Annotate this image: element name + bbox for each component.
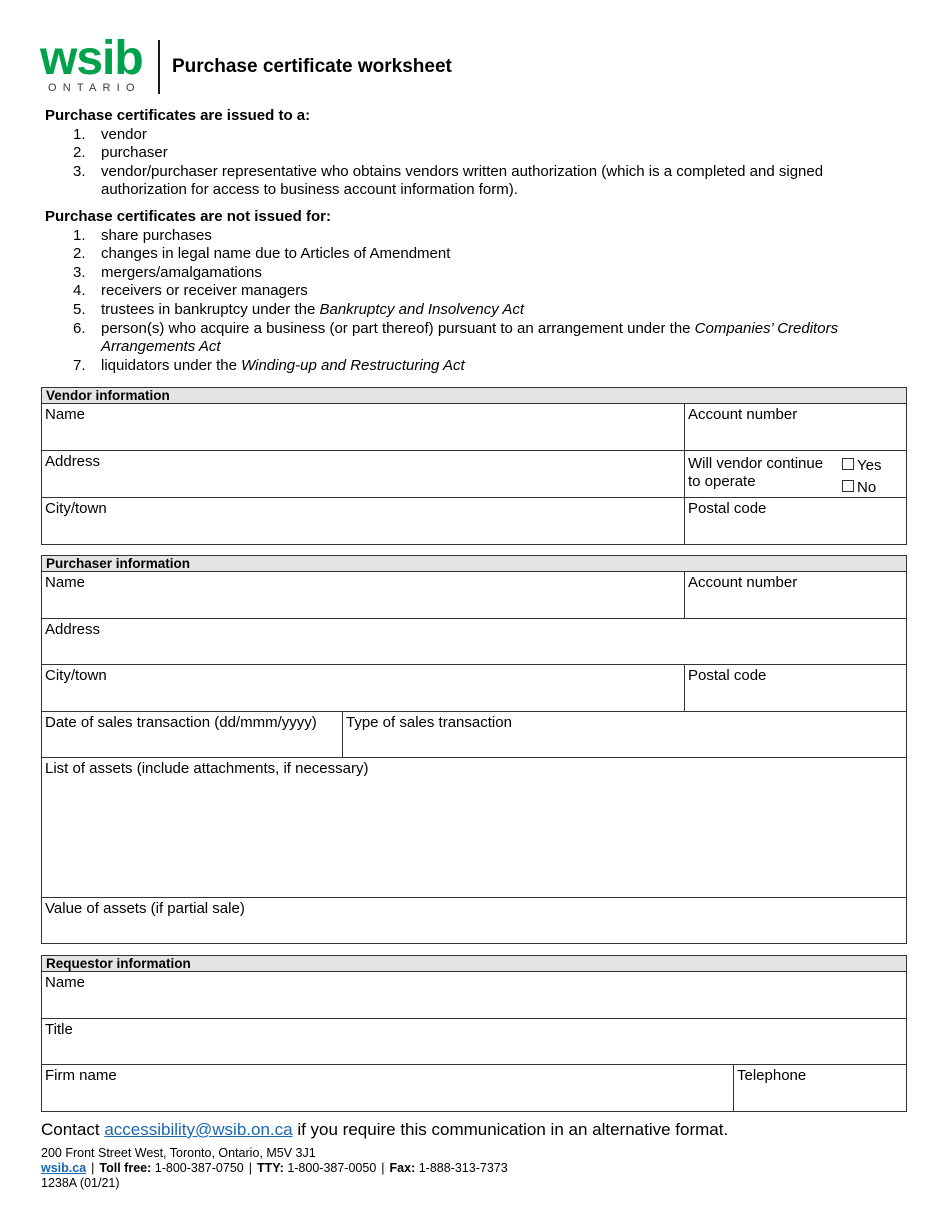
telephone-field[interactable]	[733, 1065, 906, 1111]
assets-list-field[interactable]	[42, 758, 906, 897]
vendor-postal-label: Postal code	[688, 500, 767, 517]
purchaser-city-field[interactable]	[42, 665, 684, 711]
no-label: No	[857, 479, 877, 496]
vendor-continue-label-line2: to operate	[688, 473, 756, 490]
purchaser-info-table	[41, 555, 907, 944]
not-issued-section	[45, 208, 891, 375]
vendor-name-label: Name	[45, 406, 86, 423]
vendor-continue-label-line1: Will vendor continue	[688, 455, 824, 472]
vendor-info-heading: Vendor information	[42, 388, 906, 404]
assets-list-label: List of assets (include attachments, if necessary)	[45, 760, 369, 777]
vendor-account-label: Account number	[688, 406, 798, 423]
vendor-postal-field[interactable]	[684, 498, 906, 544]
issued-to-section	[45, 107, 891, 200]
separator: |	[381, 1161, 385, 1175]
purchaser-account-field[interactable]	[684, 572, 906, 618]
requestor-row-title	[42, 1019, 906, 1065]
yes-label: Yes	[857, 457, 882, 474]
purchaser-city-label: City/town	[45, 667, 107, 684]
list-item	[45, 163, 891, 200]
list-number: 6.	[73, 319, 86, 337]
requestor-title-field[interactable]	[42, 1019, 906, 1064]
not-issued-heading: Purchase certificates are not issued for:	[45, 208, 331, 225]
list-text: liquidators under the	[101, 356, 242, 374]
purchaser-postal-label: Postal code	[688, 667, 767, 684]
purchaser-account-label: Account number	[688, 574, 798, 591]
firm-name-label: Firm name	[45, 1067, 117, 1084]
vendor-row-city	[42, 498, 906, 544]
list-number: 5.	[73, 300, 86, 318]
contact-suffix: if you require this communication in an alternative format.	[292, 1120, 729, 1139]
page-header	[40, 32, 640, 96]
purchaser-info-heading: Purchaser information	[42, 556, 906, 572]
separator: |	[248, 1161, 252, 1175]
requestor-info-heading: Requestor information	[42, 956, 906, 972]
vendor-address-field[interactable]	[42, 451, 684, 497]
list-text: changes in legal name due to Articles of Amendment	[101, 245, 451, 263]
list-number: 1.	[73, 226, 86, 244]
logo-subtext: ONTARIO	[48, 82, 141, 94]
purchaser-postal-field[interactable]	[684, 665, 906, 711]
list-text: receivers or receiver managers	[101, 282, 308, 300]
yes-checkbox[interactable]	[842, 458, 854, 470]
list-text: mergers/amalgamations	[101, 263, 262, 281]
firm-name-field[interactable]	[42, 1065, 733, 1111]
list-item	[45, 227, 891, 246]
list-item	[45, 264, 891, 283]
vendor-city-label: City/town	[45, 500, 107, 517]
not-issued-list	[45, 227, 891, 376]
tty-label: TTY:	[256, 1161, 284, 1175]
tty-number: 1-800-387-0050	[287, 1161, 377, 1175]
list-text: vendor/purchaser representative who obtains vendors written authorization (which is a completed and signed authorization for access to business account information form).	[101, 162, 824, 199]
list-item	[45, 282, 891, 301]
purchaser-name-field[interactable]	[42, 572, 684, 618]
vendor-city-field[interactable]	[42, 498, 684, 544]
no-checkbox[interactable]	[842, 480, 854, 492]
vendor-account-field[interactable]	[684, 404, 906, 450]
fax-label: Fax:	[389, 1161, 416, 1175]
vendor-name-field[interactable]	[42, 404, 684, 450]
transaction-type-label: Type of sales transaction	[346, 714, 512, 731]
list-number: 1.	[73, 125, 86, 143]
transaction-date-label: Date of sales transaction (dd/mmm/yyyy)	[45, 714, 317, 731]
assets-value-field[interactable]	[42, 898, 906, 943]
vendor-continue-cell	[684, 451, 906, 497]
no-option[interactable]	[842, 477, 881, 499]
logo-wordmark: wsib	[40, 32, 143, 85]
list-text: trustees in bankruptcy under the	[101, 300, 320, 318]
contact-prefix: Contact	[41, 1120, 105, 1139]
telephone-label: Telephone	[737, 1067, 807, 1084]
list-text: share purchases	[101, 226, 212, 244]
vendor-row-name	[42, 404, 906, 451]
requestor-name-field[interactable]	[42, 972, 906, 1018]
purchaser-row-address	[42, 619, 906, 665]
act-name: Winding-up and Restructuring Act	[241, 356, 465, 374]
requestor-name-label: Name	[45, 974, 86, 991]
requestor-row-firm	[42, 1065, 906, 1111]
act-name: Companies’ Creditors Arrangements Act	[101, 319, 839, 356]
toll-free-label: Toll free:	[99, 1161, 152, 1175]
list-number: 7.	[73, 356, 86, 374]
vendor-info-table	[41, 387, 907, 545]
vendor-address-label: Address	[45, 453, 101, 470]
footer-address: 200 Front Street West, Toronto, Ontario, M5V 3J1	[41, 1146, 316, 1160]
issued-to-heading: Purchase certificates are issued to a:	[45, 107, 311, 124]
purchaser-address-field[interactable]	[42, 619, 906, 664]
issued-to-list	[45, 126, 891, 200]
accessibility-contact	[41, 1120, 728, 1140]
list-text: vendor	[101, 125, 147, 143]
header-divider	[158, 40, 160, 94]
page-title: Purchase certificate worksheet	[172, 56, 452, 77]
wsib-logo	[40, 32, 148, 96]
list-number: 2.	[73, 144, 86, 162]
list-text: purchaser	[101, 144, 168, 162]
vendor-continue-options	[842, 455, 881, 499]
purchaser-address-label: Address	[45, 621, 101, 638]
yes-option[interactable]	[842, 455, 881, 477]
list-item	[45, 301, 891, 320]
list-item	[45, 144, 891, 163]
form-code: 1238A (01/21)	[41, 1176, 120, 1190]
vendor-row-address	[42, 451, 906, 498]
separator: |	[91, 1161, 95, 1175]
list-number: 4.	[73, 282, 86, 300]
list-item	[45, 245, 891, 264]
list-text: person(s) who acquire a business (or part thereof) pursuant to an arrangement under the	[101, 319, 695, 337]
purchaser-row-name	[42, 572, 906, 619]
fax-number: 1-888-313-7373	[418, 1161, 508, 1175]
requestor-info-table	[41, 955, 907, 1112]
assets-value-label: Value of assets (if partial sale)	[45, 900, 245, 917]
transaction-date-field[interactable]	[42, 712, 342, 757]
transaction-type-field[interactable]	[342, 712, 906, 757]
purchaser-row-transaction	[42, 712, 906, 758]
purchaser-row-city	[42, 665, 906, 712]
list-number: 3.	[73, 263, 86, 281]
requestor-title-label: Title	[45, 1021, 73, 1038]
toll-free-number: 1-800-387-0750	[154, 1161, 244, 1175]
requestor-row-name	[42, 972, 906, 1019]
purchaser-row-assets	[42, 758, 906, 898]
list-number: 2.	[73, 245, 86, 263]
list-item	[45, 320, 891, 357]
act-name: Bankruptcy and Insolvency Act	[319, 300, 525, 318]
list-item	[45, 357, 891, 376]
list-item	[45, 126, 891, 145]
accessibility-email-link[interactable]: accessibility@wsib.on.ca	[104, 1120, 293, 1139]
purchaser-name-label: Name	[45, 574, 86, 591]
purchaser-row-value	[42, 898, 906, 943]
website-link[interactable]: wsib.ca	[41, 1161, 87, 1175]
footer-contact-line	[41, 1161, 508, 1176]
list-number: 3.	[73, 162, 86, 180]
